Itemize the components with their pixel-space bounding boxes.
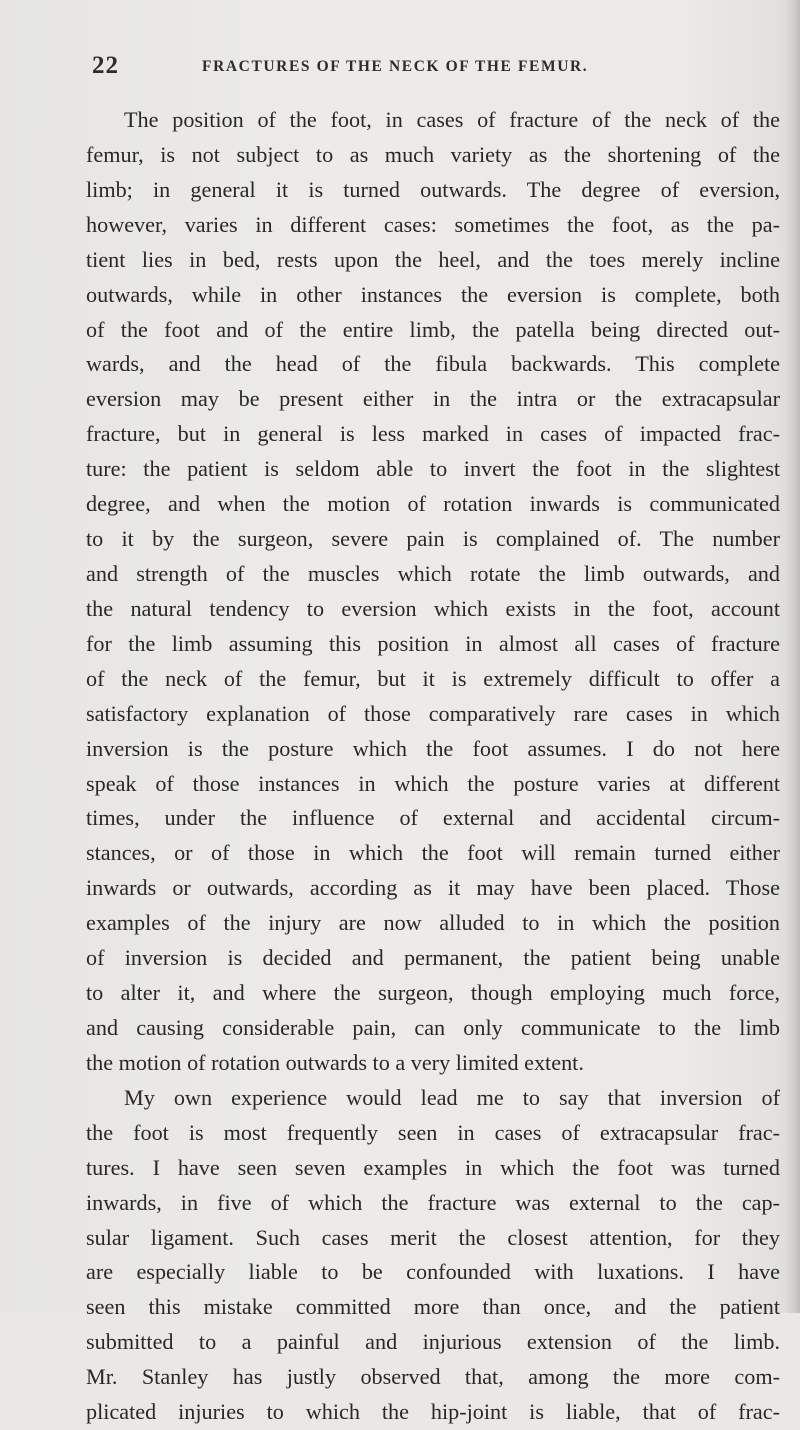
page-edge-shadow [786,0,800,1313]
text-line: femur, is not subject to as much variety as the shortening of the [86,141,780,167]
text-line: stances, or of those in which the foot will remain turned either [86,840,780,866]
text-line: degree, and when the motion of rotation inwards is communicated [86,491,780,517]
text-line: fracture, but in general is less marked in cases of impacted frac- [86,421,780,447]
text-line: The position of the foot, in cases of fracture of the neck of the [124,107,780,132]
text-line: and strength of the muscles which rotate the limb outwards, and [86,560,780,586]
text-line: plicated injuries to which the hip-joint is liable, that of frac- [86,1399,780,1425]
text-line: times, under the influence of external and accidental circum- [86,805,780,831]
text-line: are especially liable to be confounded with luxations. I have [86,1259,780,1285]
text-line: ture: the patient is seldom able to invert the foot in the slightest [86,456,780,482]
text-line: examples of the injury are now alluded to in which the position [86,910,780,936]
text-line: to alter it, and where the surgeon, though employing much force, [86,980,780,1006]
text-line: of the foot and of the entire limb, the patella being directed out- [86,316,780,342]
text-line: of the neck of the femur, but it is extremely difficult to offer a [86,665,780,691]
text-line: inwards or outwards, according as it may have been placed. Those [86,875,780,901]
text-line: limb; in general it is turned outwards. The degree of eversion, [86,176,780,202]
text-line: inversion is the posture which the foot assumes. I do not here [86,735,780,761]
text-line: submitted to a painful and injurious extension of the limb. [86,1329,780,1355]
text-line: for the limb assuming this position in almost all cases of fracture [86,630,780,656]
text-line: inwards, in five of which the fracture was external to the cap- [86,1189,780,1215]
text-line: tures. I have seen seven examples in which the foot was turned [86,1154,780,1180]
text-line: of inversion is decided and permanent, the patient being unable [86,945,780,971]
body-text [86,103,780,1430]
text-line: the natural tendency to eversion which exists in the foot, account [86,595,780,621]
text-line: wards, and the head of the fibula backwards. This complete [86,351,780,377]
text-line: My own experience would lead me to say that inversion of [124,1084,780,1110]
text-line: the foot is most frequently seen in cases of extracapsular frac- [86,1119,780,1145]
page-header [92,52,786,84]
text-line: tient lies in bed, rests upon the heel, and the toes merely incline [86,246,780,272]
text-line: speak of those instances in which the posture varies at different [86,770,780,796]
text-line: the motion of rotation outwards to a very limited extent. [86,1049,584,1075]
text-line: sular ligament. Such cases merit the closest attention, for they [86,1224,780,1250]
text-line: however, varies in different cases: sometimes the foot, as the pa- [86,211,780,237]
running-title: FRACTURES OF THE NECK OF THE FEMUR. [202,58,589,75]
text-line: seen this mistake committed more than once, and the patient [86,1294,780,1320]
text-line: to it by the surgeon, severe pain is complained of. The number [86,526,780,552]
text-line: and causing considerable pain, can only communicate to the limb [86,1014,780,1040]
text-line: outwards, while in other instances the eversion is complete, both [86,281,780,307]
text-line: satisfactory explanation of those comparatively rare cases in which [86,700,780,726]
text-line: eversion may be present either in the intra or the extracapsular [86,386,780,412]
text-line: Mr. Stanley has justly observed that, among the more com- [86,1364,780,1390]
page-number: 22 [92,52,119,79]
